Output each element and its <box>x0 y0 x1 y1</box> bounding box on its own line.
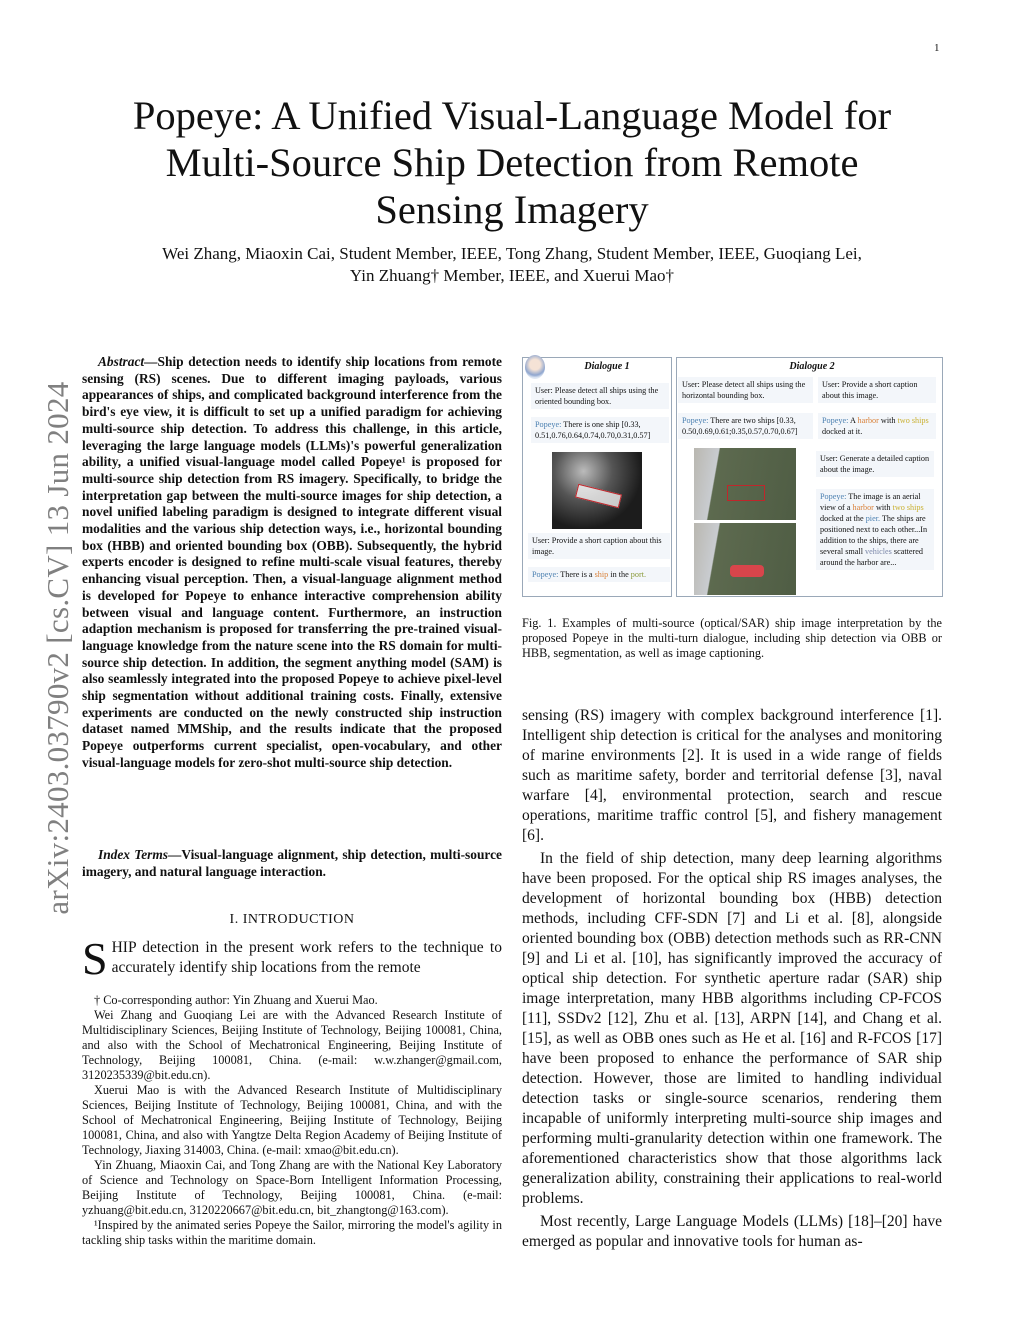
d2-message <box>818 413 936 439</box>
message-text: User: Provide a short caption about this image. <box>822 380 918 400</box>
page-number: 1 <box>934 42 940 54</box>
message-text: docked at it. <box>822 427 863 436</box>
figure-caption: Fig. 1. Examples of multi-source (optical/SAR) ship image interpretation by the proposed Popeye in the multi-turn dialogue, including ship detection via OBB or HBB, segmentation, as well as image captioning. <box>522 616 942 660</box>
message-text: User: Generate a detailed caption about the image. <box>820 454 930 474</box>
message-text: User: Please detect all ships using the oriented bounding box. <box>535 386 659 406</box>
message-text: with <box>878 416 898 425</box>
highlighted-word: harbor <box>852 503 874 512</box>
d2-message <box>678 413 813 439</box>
hbb-box <box>727 485 765 501</box>
message-text: The ships are positioned next to each other...In addition to the ships, there are several small <box>820 514 928 556</box>
highlighted-word: two ships <box>892 503 924 512</box>
footnotes <box>82 993 502 1248</box>
authors <box>100 243 924 287</box>
d2-message <box>816 489 934 570</box>
d1-message <box>528 567 670 582</box>
index-terms <box>82 847 502 880</box>
message-text: The image is an aerial view of a <box>820 492 921 512</box>
arxiv-identifier: arXiv:2403.03790v2 [cs.CV] 13 Jun 2024 <box>40 381 75 915</box>
message-text: scattered around the harbor are... <box>820 547 923 567</box>
index-terms-label: Index Terms— <box>98 847 182 862</box>
message-text: There are two ships [0.33, 0.50,0.69,0.61;0.35,0.57,0.70,0.67] <box>682 416 798 436</box>
highlighted-word: Popeye: <box>822 416 849 425</box>
abstract-label: Abstract— <box>98 354 158 369</box>
sar-ship-image <box>552 452 642 529</box>
dialogue-1-title: Dialogue 1 <box>584 361 630 372</box>
message-text: There is one ship [0.33, 0.51,0.76,0.64,0.74,0.70,0.31,0.57] <box>535 420 651 440</box>
abstract <box>82 354 502 772</box>
message-text: with <box>873 503 893 512</box>
authors-line-1: Wei Zhang, Miaoxin Cai, Student Member, IEEE, Tong Zhang, Student Member, IEEE, Guoqiang Lei, <box>162 244 862 263</box>
footnote: ¹Inspired by the animated series Popeye the Sailor, mirroring the model's agility in tackling ship tasks within the maritime domain. <box>82 1218 502 1247</box>
section-heading: I. INTRODUCTION <box>229 912 355 927</box>
intro-text: HIP detection in the present work refers to the technique to accurately identify ship locations from the remote <box>111 939 502 976</box>
ship-mask <box>730 565 764 577</box>
d2-message <box>818 377 936 403</box>
right-column-body <box>522 706 942 1252</box>
highlighted-word: harbor <box>857 416 879 425</box>
message-text: in the <box>608 570 631 579</box>
highlighted-word: Popeye: <box>682 416 709 425</box>
authors-line-2: Yin Zhuang† Member, IEEE, and Xuerui Mao† <box>349 266 675 285</box>
drop-cap: S <box>82 933 108 984</box>
footnote: Wei Zhang and Guoqiang Lei are with the Advanced Research Institute of Multidisciplinary Sciences, Beijing Institute of Technology, Beijing 100081, China, and also with the School of Mechatronical Engineering, Beijing Institute of Technology, Beijing 100081, China. (e-mail: w.w.zhanger@gmail.com, 3120235339@bit.edu.cn). <box>82 1008 502 1082</box>
highlighted-word: two ships <box>897 416 929 425</box>
highlighted-word: port. <box>630 570 647 579</box>
message-text: User: Please detect all ships using the horizontal bounding box. <box>682 380 806 400</box>
message-text: docked at the <box>820 514 866 523</box>
highlighted-word: pier. <box>865 514 881 523</box>
figure-1 <box>522 355 944 599</box>
body-paragraph: Most recently, Large Language Models (LLMs) [18]–[20] have emerged as popular and innovative tools for human as- <box>522 1213 942 1250</box>
message-text: There is a <box>558 570 595 579</box>
highlighted-word: vehicles <box>865 547 892 556</box>
message-text: User: Provide a short caption about this image. <box>532 536 662 556</box>
dialogue-2-title: Dialogue 2 <box>789 361 835 372</box>
d1-message <box>531 383 669 409</box>
d2-message <box>816 451 934 477</box>
message-text: A <box>848 416 858 425</box>
obb-box <box>575 484 622 508</box>
intro-paragraph <box>82 933 502 984</box>
abstract-text: Ship detection needs to identify ship locations from remote sensing (RS) scenes. Due to different imaging payloads, various appearances of ships, and complicated background interference from the bird's eye view, it is difficult to set up a unified paradigm for achieving multi-source ship detection. To address this challenge, in this article, leveraging the large language models (LLMs)'s powerful generalization ability, a unified visual-language model called Popeye¹ is proposed for multi-source ship detection from RS imagery. Specifically, to bridge the interpretation gap between the multi-source images for ship detection, a novel unified labeling paradigm is designed to integrate different visual modalities and the various ship detection ways, i.e., horizontal bounding box (HBB) and oriented bounding box (OBB). Subsequently, the hybrid experts encoder is designed to refine multi-scale visual features, thereby enhancing visual perception. Then, a visual-language alignment method is developed for Popeye to enhance interactive comprehension ability between visual and language content. Furthermore, an instruction adaption mechanism is proposed for transferring the pre-trained visual-language knowledge from the nature scene into the RS domain for multi-source ship detection. In addition, the segment anything model (SAM) is also seamlessly integrated into the proposed Popeye to achieve pixel-level ship segmentation without additional training costs. Finally, extensive experiments are conducted on the newly constructed ship instruction dataset named MMShip, and the results indicate that the proposed Popeye outperforms current specialist, open-vocabulary, and other visual-language models for zero-shot multi-source ship detection. <box>82 354 502 770</box>
highlighted-word: ship <box>594 570 609 579</box>
d2-message <box>678 377 813 403</box>
body-paragraph: In the field of ship detection, many deep learning algorithms have been proposed. For the optical ship RS images analyses, the development of horizontal bounding box (HBB) detection methods, including CFF-SDN [7] and Li et al. [8], alongside oriented bounding box (OBB) detection methods such as RR-CNN [9] and Li et al. [10], has significantly improved the accuracy of optical ship detection. For synthetic aperture radar (SAR) ship image interpretation, many HBB algorithms including CP-FCOS [11], SSDv2 [12], Zhu et al. [13], ARPN [14], and Chang et al. [15], as well as OBB ones such as He et al. [16] and R-FCOS [17] have been proposed to enhance the performance of SAR ship detection. However, those are limited to handling individual detection tasks or single-source scenarios, rendering them incapable of uniformly interpreting multi-source ship images and performing multi-granularity detection within one framework. The aforementioned characteristics show that those algorithms lack generalization ability, constraining their applications to real-world problems. <box>522 850 942 1207</box>
optical-ship-image-hbb <box>694 448 796 520</box>
footnote: Xuerui Mao is with the Advanced Research Institute of Multidisciplinary Sciences, Beijing Institute of Technology, Beijing 100081, China, and with the School of Mechatronical Engineering, Beijing Institute of Technology, Beijing 100081, China, and also with Yangtze Delta Region Academy of Beijing Institute of Technology, Jiaxing 314003, China. (e-mail: xmao@bit.edu.cn). <box>82 1083 502 1157</box>
index-terms-text: Visual-language alignment, ship detection, multi-source imagery, and natural language interaction. <box>82 847 502 879</box>
d1-message <box>531 417 669 443</box>
popeye-mascot-icon <box>525 355 545 379</box>
footnote: † Co-corresponding author: Yin Zhuang and Xuerui Mao. <box>94 993 378 1007</box>
highlighted-word: Popeye: <box>532 570 559 579</box>
paper-title: Popeye: A Unified Visual-Language Model for Multi-Source Ship Detection from Remote Sensing Imagery <box>132 93 892 232</box>
footnote: Yin Zhuang, Miaoxin Cai, and Tong Zhang are with the National Key Laboratory of Science and Technology on Space-Born Intelligent Information Processing, Beijing Institute of Technology, Beijing 100081, China. (e-mail: yzhuang@bit.edu.cn, 3120220667@bit.edu.cn, bit_zhangtong@163.com). <box>82 1158 502 1217</box>
body-paragraph: sensing (RS) imagery with complex background interference [1]. Intelligent ship detection is critical for the analyses and monitoring of marine environments [2]. It is used in a wide range of fields such as maritime safety, border and territorial defense [3], naval warfare [4], environmental protection, search and rescue operations, maritime traffic control [5], and fishery management [6]. <box>522 707 942 844</box>
highlighted-word: Popeye: <box>820 492 847 501</box>
d1-message <box>528 533 670 559</box>
optical-ship-segmentation-image <box>694 523 796 595</box>
highlighted-word: Popeye: <box>535 420 562 429</box>
